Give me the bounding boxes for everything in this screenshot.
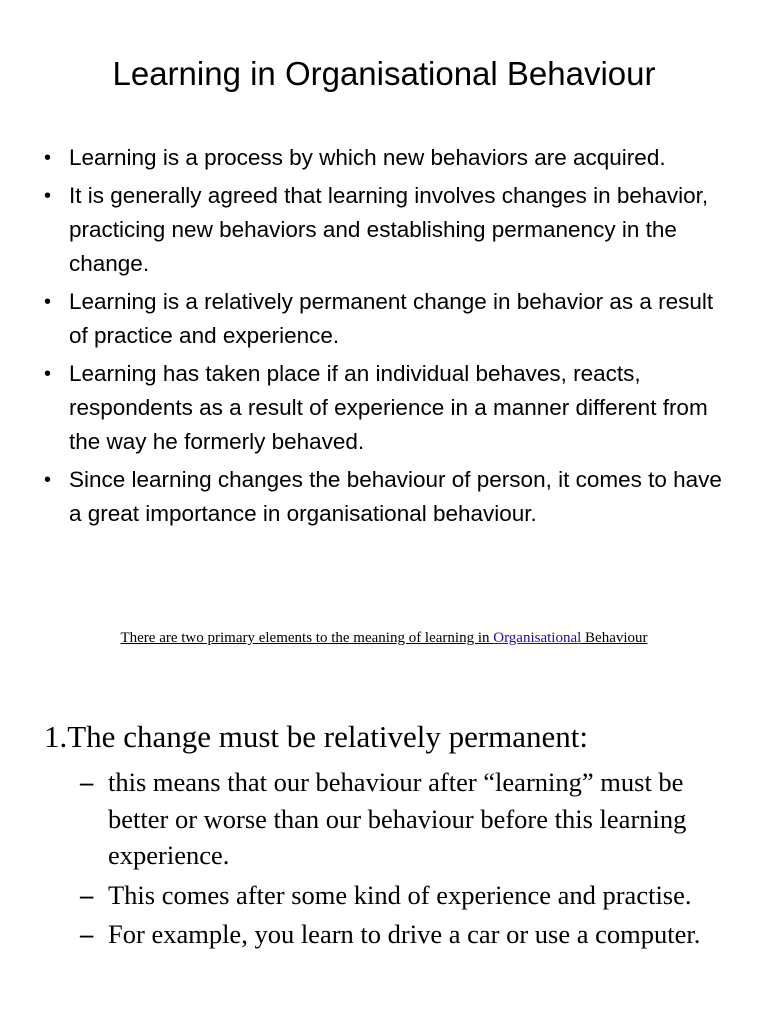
bullet-dot-icon: • [44,291,52,313]
bullet-text: Since learning changes the behaviour of person, it comes to have a great importance in organisational behaviour. [69,467,722,526]
section-heading: 1.The change must be relatively permanent: [44,719,589,754]
bullet-dot-icon: • [44,469,52,491]
dash-icon: – [80,879,94,910]
bullet-item [44,463,734,531]
bullet-text: Learning is a relatively permanent change in behavior as a result of practice and experience. [69,289,714,348]
dash-item [80,916,740,953]
dash-list [80,764,740,956]
dash-text: this means that our behaviour after “learning” must be better or worse than our behaviour before this learning experience. [108,767,687,870]
organisational-link[interactable]: Organisational [493,630,582,646]
note-prefix: There are two primary elements to the meaning of learning in [120,630,494,646]
note-suffix: Behaviour [581,630,648,646]
bullet-dot-icon: • [44,363,52,385]
bullet-item [44,179,734,281]
bullet-list [44,141,734,535]
bullet-text: Learning has taken place if an individual behaves, reacts, respondents as a result of experience in a manner different from the way he formerly behaved. [69,361,708,454]
bullet-item [44,141,734,175]
bullet-dot-icon: • [44,147,52,169]
slide-title: Learning in Organisational Behaviour [112,55,656,92]
dash-item [80,877,740,914]
bullet-item [44,285,734,353]
dash-text: This comes after some kind of experience and practise. [108,879,692,910]
bullet-dot-icon: • [44,185,52,207]
dash-icon: – [80,919,94,949]
dash-item [80,764,740,874]
bullet-text: Learning is a process by which new behaviors are acquired. [69,145,666,170]
primary-elements-note [0,628,768,648]
dash-icon: – [80,767,94,797]
bullet-item [44,357,734,459]
dash-text: For example, you learn to drive a car or use a computer. [108,919,701,949]
bullet-text: It is generally agreed that learning involves changes in behavior, practicing new behaviors and establishing permanency in the change. [69,183,709,276]
